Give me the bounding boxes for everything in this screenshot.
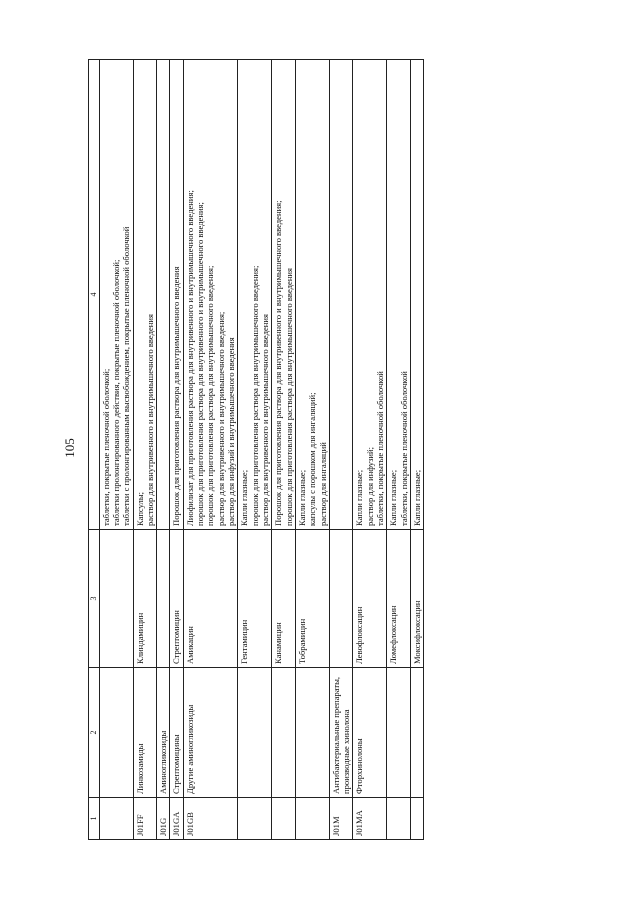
- dosage-forms-cell: [387, 60, 411, 530]
- table-header-row: [89, 60, 100, 840]
- dosage-form-line: раствор для внутривенного и внутримышечного введения;: [215, 311, 226, 526]
- group-name-cell: Аминогликозиды: [157, 668, 170, 798]
- dosage-forms-cell: [99, 60, 133, 530]
- atc-code-cell: J01GB: [183, 798, 238, 840]
- dosage-form-line: Капли глазные;: [412, 469, 423, 526]
- dosage-form-line: Капли глазные;: [354, 469, 365, 526]
- dosage-form-line: таблетки, покрытые пленочной оболочкой;: [100, 368, 111, 526]
- group-name-cell: Другие аминогликозиды: [183, 668, 238, 798]
- table-row: [411, 60, 424, 840]
- dosage-forms-cell: [170, 60, 183, 530]
- dosage-form-line: таблетки с пролонгированным высвобождением, покрытые пленочной оболочкой: [121, 226, 132, 526]
- table-row: [133, 60, 157, 840]
- dosage-form-line: таблетки пролонгированного действия, покрытые пленочной оболочкой;: [110, 259, 121, 526]
- table-row: [295, 60, 329, 840]
- table-row: [157, 60, 170, 840]
- dosage-form-line: порошок для приготовления раствора для внутримышечного введения: [283, 268, 294, 526]
- drug-name-cell: Гентамицин: [238, 530, 272, 668]
- rotated-table-container: [88, 60, 588, 840]
- dosage-form-line: Лиофилизат для приготовления раствора для внутривенного и внутримышечного введения;: [184, 190, 195, 526]
- dosage-form-line: раствор для ингаляций: [317, 442, 328, 526]
- drug-name-cell: Левофлоксацин: [353, 530, 387, 668]
- atc-code-cell: J01GA: [170, 798, 183, 840]
- atc-code-cell: J01FF: [133, 798, 157, 840]
- dosage-form-line: капсулы с порошком для ингаляций;: [307, 392, 318, 526]
- group-name-cell: Линкозамиды: [133, 668, 157, 798]
- atc-code-cell: [99, 798, 133, 840]
- page-number: 105: [62, 438, 77, 458]
- drug-name-cell: [99, 530, 133, 668]
- group-name-cell: [238, 668, 272, 798]
- group-name-cell: Фторхинолоны: [353, 668, 387, 798]
- atc-code-cell: J01G: [157, 798, 170, 840]
- dosage-form-line: Капли глазные;: [388, 469, 399, 526]
- dosage-forms-cell: [157, 60, 170, 530]
- dosage-form-line: раствор для внутривенного и внутримышечного введения: [259, 314, 270, 526]
- column-header: 3: [89, 530, 100, 668]
- dosage-form-line: Порошок для приготовления раствора для внутримышечного введения: [171, 266, 182, 526]
- dosage-form-line: порошок для приготовления раствора для внутримышечного введения;: [205, 265, 216, 526]
- dosage-form-line: Капсулы;: [134, 492, 145, 526]
- atc-code-cell: J01MA: [353, 798, 387, 840]
- table-row: [387, 60, 411, 840]
- dosage-forms-cell: [272, 60, 296, 530]
- dosage-form-line: таблетки, покрытые пленочной оболочкой: [398, 371, 409, 526]
- table-row: [238, 60, 272, 840]
- dosage-form-line: порошок для приготовления раствора для внутримышечного введения;: [249, 265, 260, 526]
- drug-name-cell: Стрептомицин: [170, 530, 183, 668]
- group-name-cell: [99, 668, 133, 798]
- atc-code-cell: [387, 798, 411, 840]
- atc-code-cell: [272, 798, 296, 840]
- drug-name-cell: [329, 530, 353, 668]
- atc-code-cell: [411, 798, 424, 840]
- atc-code-cell: [295, 798, 329, 840]
- dosage-forms-cell: [133, 60, 157, 530]
- drug-name-cell: Клиндамицин: [133, 530, 157, 668]
- dosage-form-line: Капли глазные;: [296, 469, 307, 526]
- dosage-form-line: раствор для инфузий;: [364, 446, 375, 526]
- column-header: 1: [89, 798, 100, 840]
- dosage-forms-cell: [295, 60, 329, 530]
- drug-name-cell: Моксифлоксацин: [411, 530, 424, 668]
- dosage-form-line: порошок для приготовления раствора для внутривенного и внутримышечного введения;: [195, 202, 206, 526]
- dosage-form-line: раствор для внутривенного и внутримышечного введения: [144, 314, 155, 526]
- group-name-cell: [295, 668, 329, 798]
- drug-name-cell: Тобрамицин: [295, 530, 329, 668]
- group-name-cell: [387, 668, 411, 798]
- column-header: 2: [89, 668, 100, 798]
- group-name-cell: Стрептомицины: [170, 668, 183, 798]
- dosage-form-line: таблетки, покрытые пленочной оболочкой: [375, 371, 386, 526]
- atc-code-cell: J01M: [329, 798, 353, 840]
- dosage-form-line: раствор для инфузий и внутримышечного введения: [226, 337, 237, 526]
- table-row: [99, 60, 133, 840]
- dosage-form-line: Капли глазные;: [239, 469, 250, 526]
- drug-name-cell: Канамицин: [272, 530, 296, 668]
- column-header: 4: [89, 60, 100, 530]
- dosage-forms-cell: [411, 60, 424, 530]
- drug-name-cell: Ломефлоксацин: [387, 530, 411, 668]
- table-row: [170, 60, 183, 840]
- dosage-forms-cell: [353, 60, 387, 530]
- table-row: [353, 60, 387, 840]
- dosage-form-line: Порошок для приготовления раствора для внутривенного и внутримышечного введения;: [273, 200, 284, 526]
- dosage-forms-cell: [329, 60, 353, 530]
- table-row: [329, 60, 353, 840]
- table-body: [99, 60, 424, 840]
- table-row: [183, 60, 238, 840]
- group-name-cell: [272, 668, 296, 798]
- group-name-cell: [411, 668, 424, 798]
- drug-name-cell: Амикацин: [183, 530, 238, 668]
- drug-table: [88, 59, 424, 840]
- dosage-forms-cell: [238, 60, 272, 530]
- dosage-forms-cell: [183, 60, 238, 530]
- atc-code-cell: [238, 798, 272, 840]
- group-name-cell: Антибактериальные препараты, производные хинолона: [329, 668, 353, 798]
- table-row: [272, 60, 296, 840]
- drug-name-cell: [157, 530, 170, 668]
